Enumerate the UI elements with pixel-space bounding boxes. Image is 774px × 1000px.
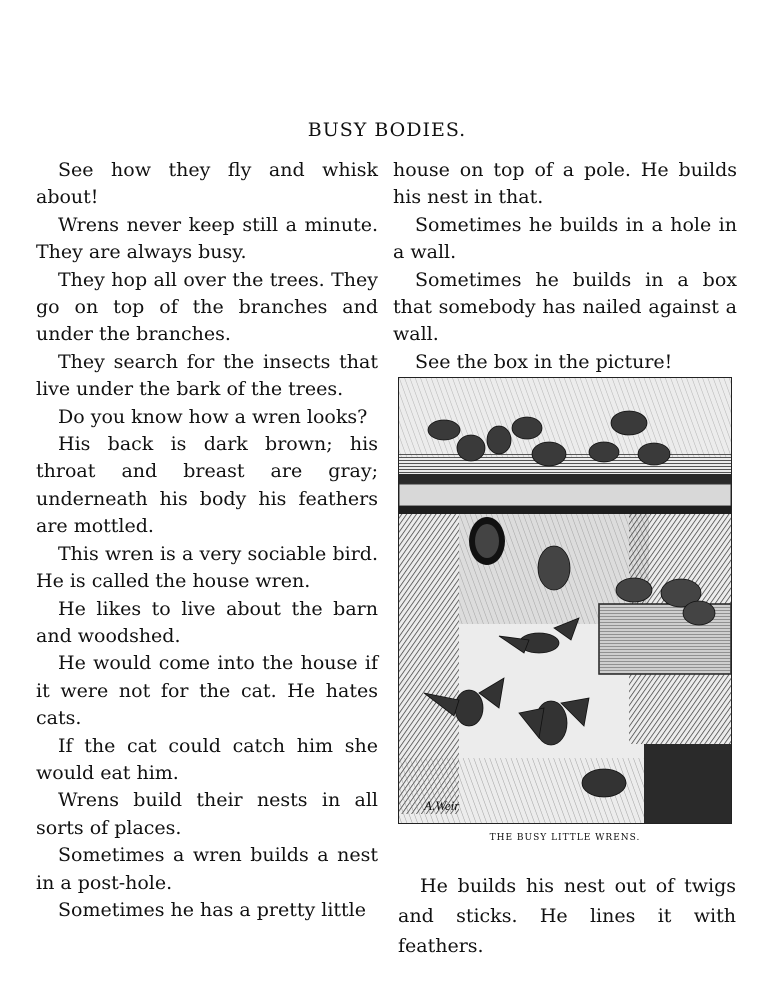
paragraph: Wrens never keep still a minute. They are always busy.	[36, 213, 378, 264]
page-title: BUSY BODIES.	[307, 119, 467, 141]
right-column	[393, 157, 737, 376]
paragraph: Sometimes he builds in a box that somebody has nailed against a wall.	[393, 268, 737, 346]
paragraph: See the box in the picture!	[415, 350, 673, 373]
paragraph: His back is dark brown; his throat and breast are gray; underneath his body his feathers are mottled.	[36, 433, 378, 538]
paragraph: Sometimes a wren builds a nest in a post-hole.	[36, 844, 378, 894]
bottom-text	[398, 871, 736, 961]
paragraph: If the cat could catch him she would eat him.	[36, 734, 378, 784]
paragraph-continuation: house on top of a pole. He builds his nest in that.	[393, 159, 737, 209]
paragraph: See how they fly and whisk about!	[36, 159, 378, 209]
illustration-caption: THE BUSY LITTLE WRENS.	[489, 833, 641, 843]
paragraph: Sometimes he has a pretty little	[58, 898, 366, 921]
paragraph: They hop all over the trees. They go on top of the branches and under the branches.	[36, 268, 378, 346]
paragraph: He builds his nest out of twigs and sticks. He lines it with feathers.	[398, 875, 736, 957]
paragraph: Sometimes he builds in a hole in a wall.	[393, 213, 737, 264]
paragraph: They search for the insects that live under the bark of the trees.	[36, 350, 378, 401]
artist-signature: A.Weir	[424, 798, 460, 813]
left-column	[36, 157, 378, 924]
paragraph: This wren is a very sociable bird. He is called the house wren.	[36, 542, 378, 593]
paragraph: Wrens build their nests in all sorts of places.	[36, 789, 378, 839]
paragraph: He likes to live about the barn and woodshed.	[36, 597, 378, 647]
illustration-wrens	[398, 377, 732, 824]
paragraph: Do you know how a wren looks?	[58, 405, 368, 428]
paragraph: He would come into the house if it were not for the cat. He hates cats.	[36, 652, 378, 730]
